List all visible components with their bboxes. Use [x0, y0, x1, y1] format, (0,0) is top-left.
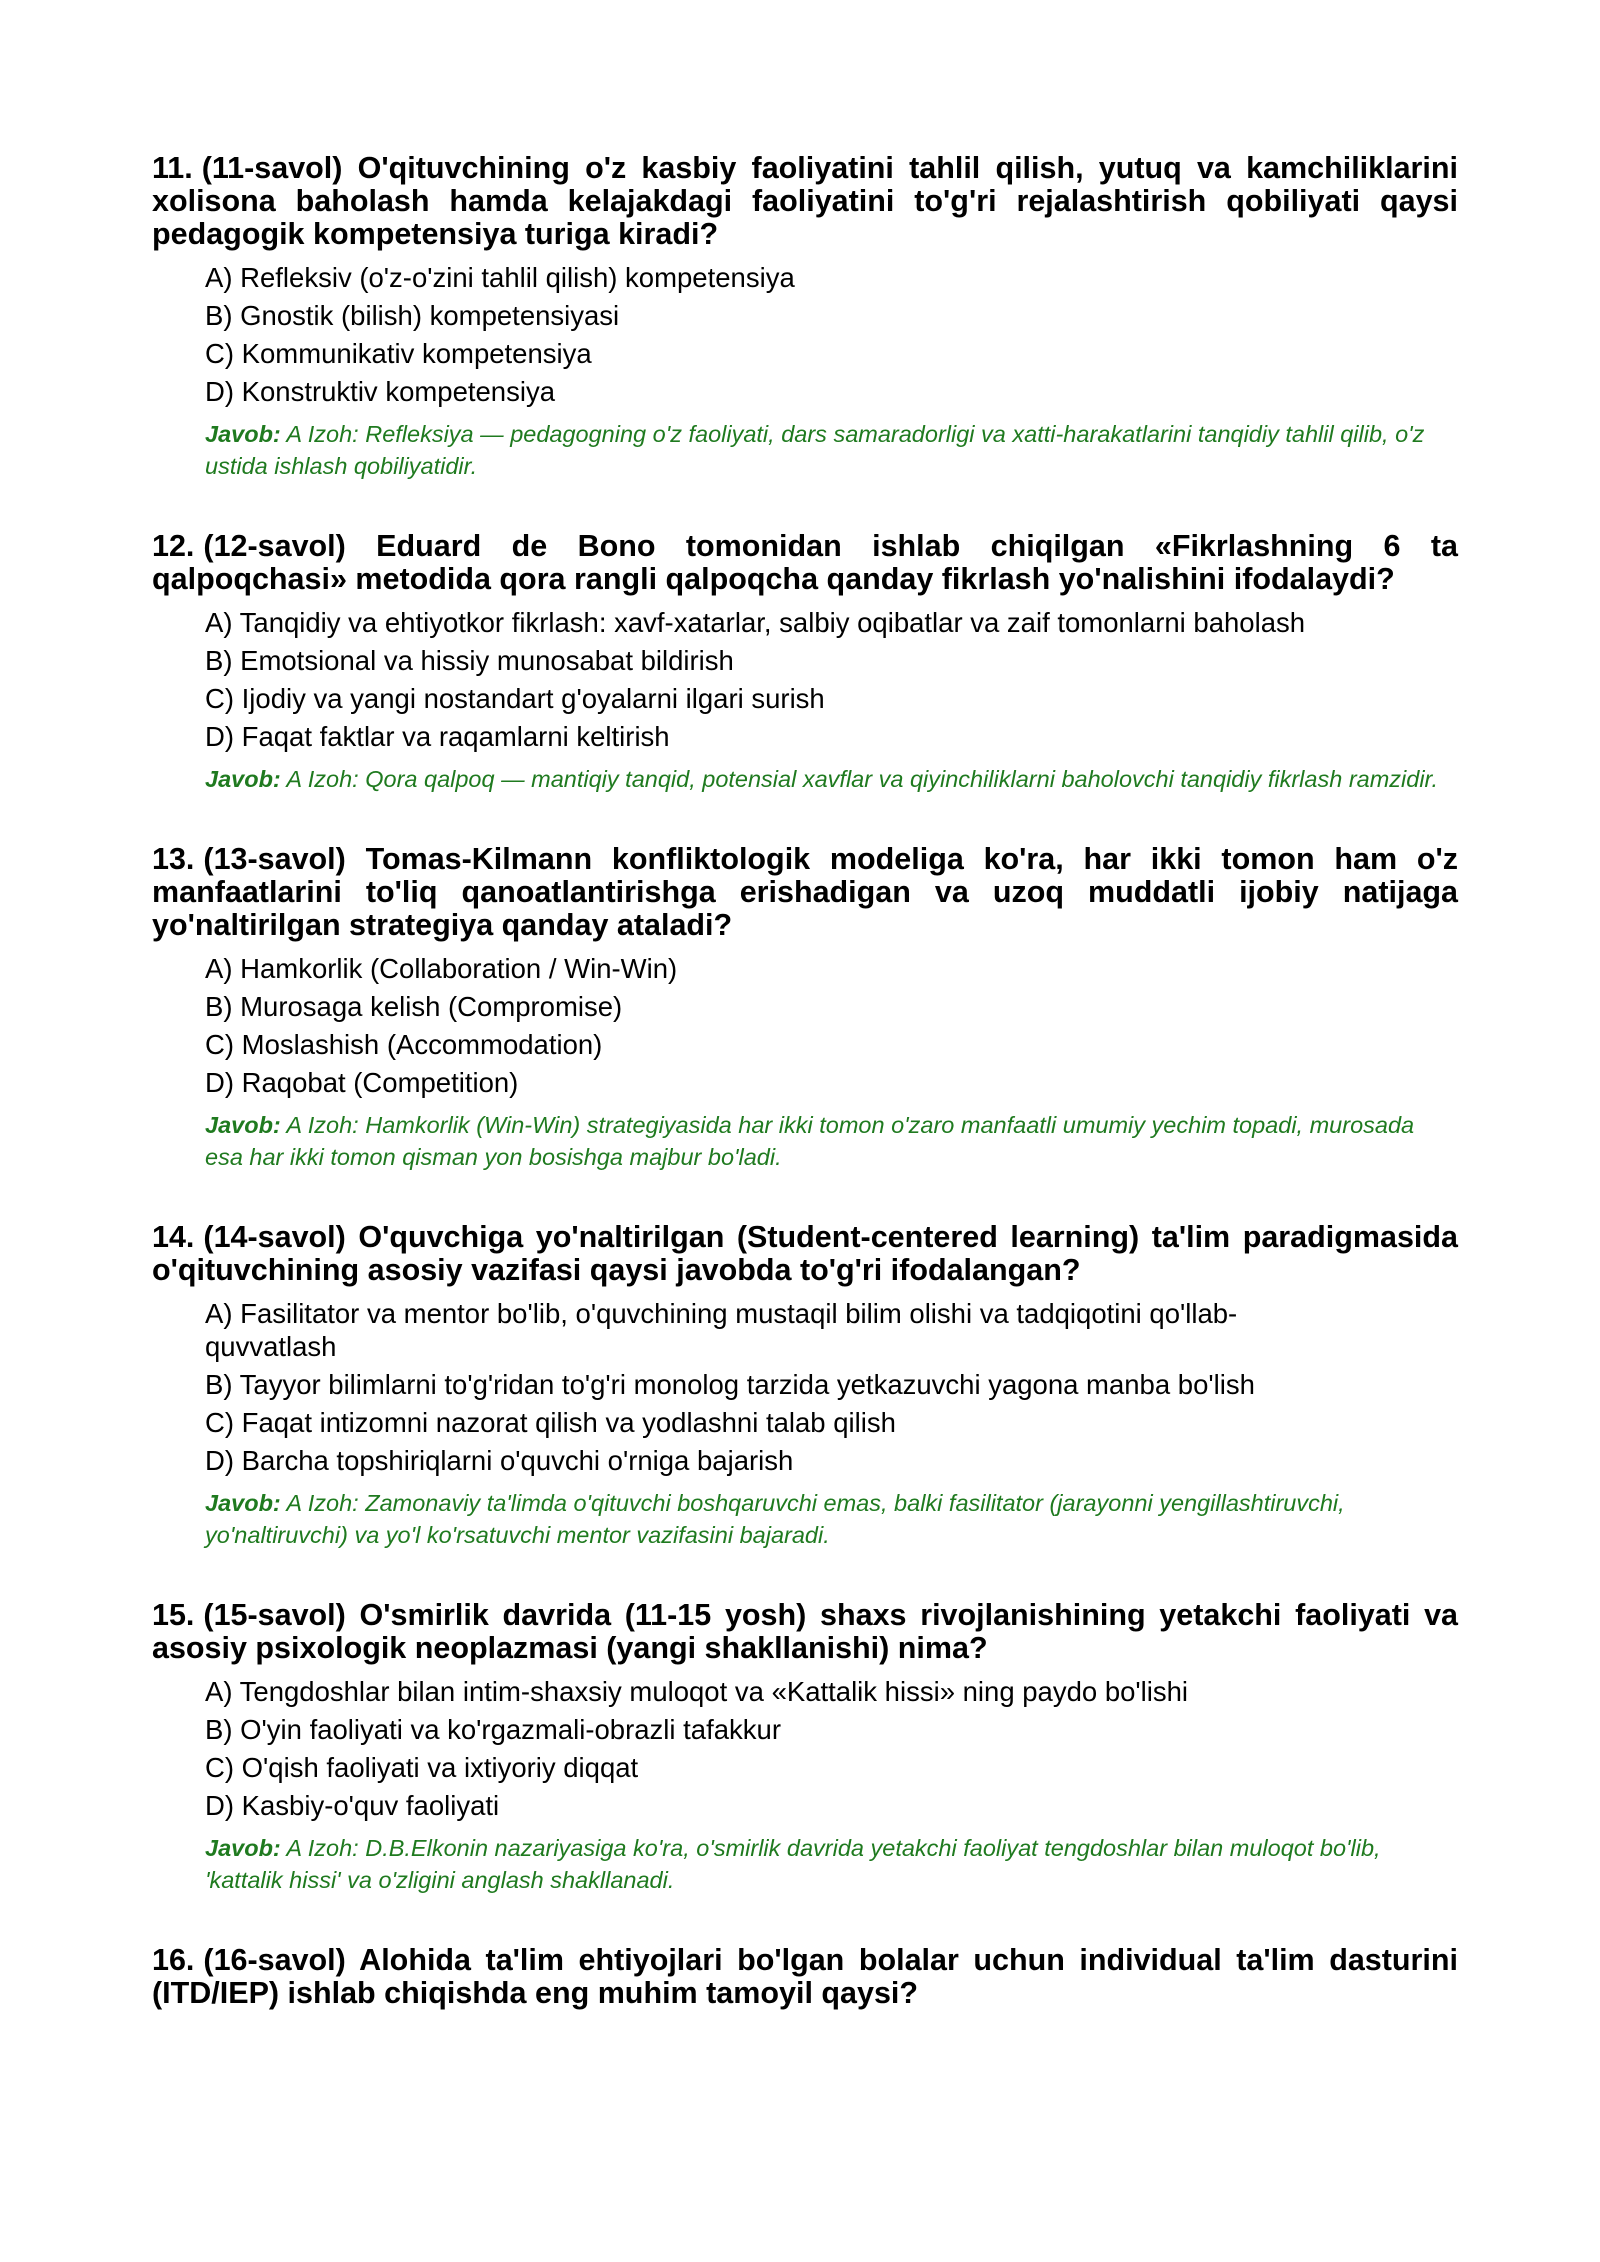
option-list — [152, 261, 1458, 408]
option-c: C) Ijodiy va yangi nostandart g'oyalarni ilgari surish — [205, 683, 825, 714]
answer-explanation — [205, 1832, 1458, 1896]
answer-text: A Izoh: D.B.Elkonin nazariyasiga ko'ra, o'smirlik davrida yetakchi faoliyat tengdoshlar bilan muloqot bo'lib, 'kattalik hissi' va o'zligini anglash shakllanadi. — [205, 1835, 1381, 1893]
option-d: D) Barcha topshiriqlarni o'quvchi o'rniga bajarish — [205, 1445, 794, 1476]
option-c: C) O'qish faoliyati va ixtiyoriy diqqat — [205, 1752, 639, 1783]
question-title — [152, 843, 1458, 942]
option-list — [152, 1297, 1458, 1477]
question-number: 16. — [152, 1943, 195, 1977]
question-number: 14. — [152, 1220, 195, 1254]
question-text: (16-savol) Alohida ta'lim ehtiyojlari bo'lgan bolalar uchun individual ta'lim dasturini (ITD/IEP) ishlab chiqishda eng muhim tamoyil qaysi? — [152, 1943, 1458, 2010]
document-page — [152, 152, 1458, 2058]
answer-explanation — [205, 763, 1458, 795]
question-13 — [152, 843, 1458, 1173]
option-a: A) Refleksiv (o'z-o'zini tahlil qilish) kompetensiya — [205, 262, 795, 293]
answer-text: A Izoh: Hamkorlik (Win-Win) strategiyasida har ikki tomon o'zaro manfaatli umumiy yechim topadi, murosada esa har ikki tomon qisman yon bosishga majbur bo'ladi. — [205, 1112, 1415, 1170]
answer-explanation — [205, 1487, 1458, 1551]
option-a: A) Tengdoshlar bilan intim-shaxsiy muloqot va «Kattalik hissi» ning paydo bo'lishi — [205, 1676, 1189, 1707]
option-c: C) Faqat intizomni nazorat qilish va yodlashni talab qilish — [205, 1407, 896, 1438]
question-text: (15-savol) O'smirlik davrida (11-15 yosh) shaxs rivojlanishining yetakchi faoliyati va asosiy psixologik neoplazmasi (yangi shakllanishi) nima? — [152, 1598, 1458, 1665]
question-title — [152, 1944, 1458, 2010]
option-a: A) Fasilitator va mentor bo'lib, o'quvchining mustaqil bilim olishi va tadqiqotini qo'llab-quvvatlash — [205, 1298, 1238, 1362]
question-text: (14-savol) O'quvchiga yo'naltirilgan (Student-centered learning) ta'lim paradigmasida o'qituvchining asosiy vazifasi qaysi javobda to'g'ri ifodalangan? — [152, 1220, 1458, 1287]
answer-label: Javob: — [205, 1112, 281, 1138]
question-15 — [152, 1599, 1458, 1896]
option-b: B) Emotsional va hissiy munosabat bildirish — [205, 645, 734, 676]
option-list — [152, 606, 1458, 753]
question-title — [152, 1221, 1458, 1287]
option-d: D) Konstruktiv kompetensiya — [205, 376, 555, 407]
answer-text: A Izoh: Refleksiya — pedagogning o'z faoliyati, dars samaradorligi va xatti-harakatlarini tanqidiy tahlil qilib, o'z ustida ishlash qobiliyatidir. — [205, 421, 1425, 479]
answer-text: A Izoh: Zamonaviy ta'limda o'qituvchi boshqaruvchi emas, balki fasilitator (jarayonni yengillashtiruvchi, yo'naltiruvchi) va yo'l ko'rsatuvchi mentor vazifasini bajaradi. — [205, 1490, 1345, 1548]
option-b: B) O'yin faoliyati va ko'rgazmali-obrazli tafakkur — [205, 1714, 781, 1745]
question-number: 11. — [152, 151, 193, 185]
question-12 — [152, 530, 1458, 795]
option-d: D) Faqat faktlar va raqamlarni keltirish — [205, 721, 670, 752]
question-number: 13. — [152, 842, 195, 876]
option-list — [152, 952, 1458, 1099]
option-list — [152, 1675, 1458, 1822]
answer-explanation — [205, 418, 1458, 482]
question-number: 15. — [152, 1598, 195, 1632]
answer-text: A Izoh: Qora qalpoq — mantiqiy tanqid, potensial xavflar va qiyinchiliklarni baholovchi tanqidiy fikrlash ramzidir. — [286, 766, 1439, 792]
option-b: B) Tayyor bilimlarni to'g'ridan to'g'ri monolog tarzida yetkazuvchi yagona manba bo'lish — [205, 1369, 1255, 1400]
option-d: D) Kasbiy-o'quv faoliyati — [205, 1790, 500, 1821]
answer-label: Javob: — [205, 1490, 281, 1516]
option-c: C) Moslashish (Accommodation) — [205, 1029, 603, 1060]
question-text: (13-savol) Tomas-Kilmann konfliktologik modeliga ko'ra, har ikki tomon ham o'z manfaatlarini to'liq qanoatlantirishga erishadigan va uzoq muddatli ijobiy natijaga yo'naltirilgan strategiya qanday ataladi? — [152, 842, 1458, 942]
option-c: C) Kommunikativ kompetensiya — [205, 338, 592, 369]
question-16 — [152, 1944, 1458, 2010]
answer-label: Javob: — [205, 1835, 281, 1861]
answer-label: Javob: — [205, 766, 281, 792]
answer-label: Javob: — [205, 421, 281, 447]
option-a: A) Tanqidiy va ehtiyotkor fikrlash: xavf-xatarlar, salbiy oqibatlar va zaif tomonlarni baholash — [205, 607, 1306, 638]
option-a: A) Hamkorlik (Collaboration / Win-Win) — [205, 953, 678, 984]
question-title — [152, 152, 1458, 251]
question-text: (11-savol) O'qituvchining o'z kasbiy faoliyatini tahlil qilish, yutuq va kamchiliklarini xolisona baholash hamda kelajakdagi faoliyatini to'g'ri rejalashtirish qobiliyati qaysi pedagogik kompetensiya turiga kiradi? — [152, 151, 1458, 251]
answer-explanation — [205, 1109, 1458, 1173]
option-b: B) Murosaga kelish (Compromise) — [205, 991, 623, 1022]
question-title — [152, 1599, 1458, 1665]
question-number: 12. — [152, 529, 195, 563]
option-b: B) Gnostik (bilish) kompetensiyasi — [205, 300, 620, 331]
option-d: D) Raqobat (Competition) — [205, 1067, 519, 1098]
question-text: (12-savol) Eduard de Bono tomonidan ishlab chiqilgan «Fikrlashning 6 ta qalpoqchasi» metodida qora rangli qalpoqcha qanday fikrlash yo'nalishini ifodalaydi? — [152, 529, 1458, 596]
question-11 — [152, 152, 1458, 482]
question-title — [152, 530, 1458, 596]
question-14 — [152, 1221, 1458, 1551]
